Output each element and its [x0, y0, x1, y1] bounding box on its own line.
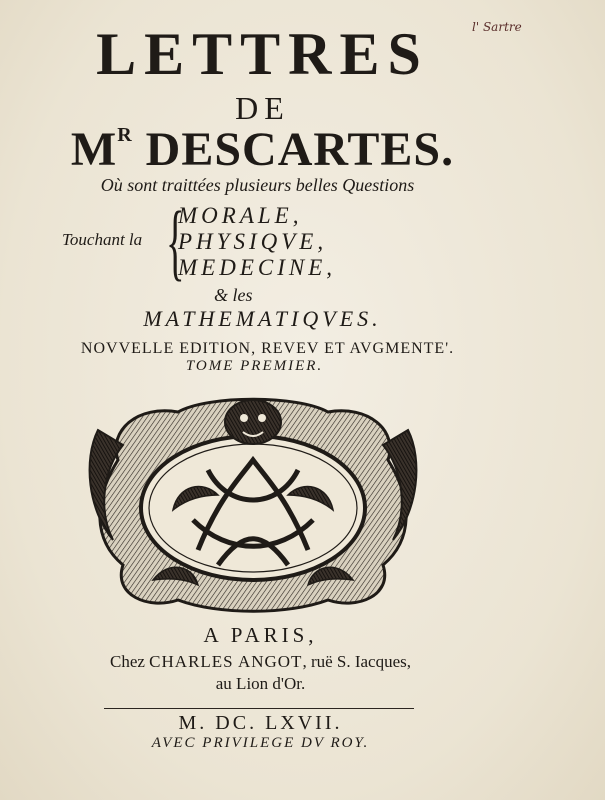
- et-les: & les: [214, 285, 253, 305]
- subtitle: Où sont traittées plusieurs belles Questions: [100, 175, 415, 195]
- title-author: [0, 122, 565, 177]
- woodcut-ornament: [78, 390, 428, 615]
- author-name: DESCARTES.: [132, 123, 455, 176]
- divider-rule: [104, 708, 414, 709]
- printer-name: CHARLES ANGOT: [149, 652, 303, 671]
- title-de: DE: [235, 90, 290, 126]
- author-prefix: M: [70, 123, 118, 176]
- subject-medecine: MEDECINE,: [178, 255, 337, 280]
- curly-brace-ornament: {: [166, 193, 185, 289]
- imprint-sign: au Lion d'Or.: [215, 674, 306, 693]
- subject-physique: PHYSIQVE,: [178, 229, 328, 254]
- grotesque-mask: [225, 400, 281, 444]
- printer-prefix: Chez: [109, 652, 150, 671]
- title-lettres: LETTRES: [96, 21, 429, 87]
- subject-morale: MORALE,: [178, 203, 303, 228]
- subject-mathematiques: MATHEMATIQVES.: [143, 306, 382, 331]
- imprint-printer: [0, 652, 563, 672]
- imprint-place: A PARIS,: [203, 623, 318, 647]
- handwritten-annotation: l' Sartre: [472, 20, 522, 34]
- royal-privilege: AVEC PRIVILEGE DV ROY.: [151, 735, 370, 751]
- printer-suffix: , ruë S. Iacques,: [302, 652, 412, 671]
- edition-statement: NOVVELLE EDITION, REVEV ET AVGMENTE'.: [80, 340, 455, 357]
- imprint-year: M. DC. LXVII.: [178, 712, 343, 734]
- touchant-label: Touchant la: [62, 230, 143, 249]
- tome-statement: TOME PREMIER.: [185, 358, 324, 374]
- author-superscript: R: [117, 124, 133, 146]
